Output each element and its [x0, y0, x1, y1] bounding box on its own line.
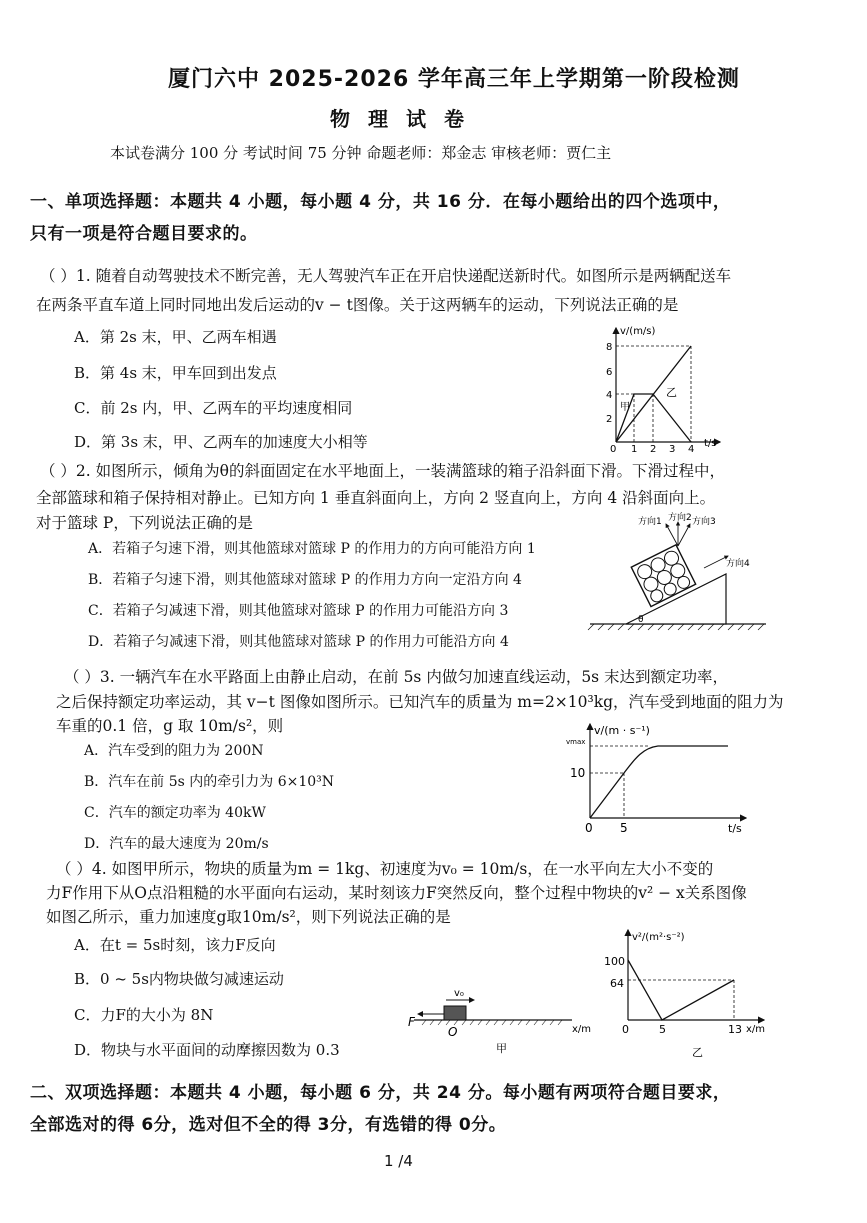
- q2-option-a: A．若箱子匀速下滑，则其他篮球对篮球 P 的作用力的方向可能沿方向 1: [88, 541, 536, 557]
- q4-yi-xlabel: x/m: [746, 1024, 766, 1035]
- q1-option-d: D．第 3s 末，甲、乙两车的加速度大小相等: [74, 433, 368, 451]
- q2-theta: θ: [638, 615, 644, 625]
- q4-option-b: B．0 ~ 5s内物块做匀减速运动: [74, 970, 284, 988]
- section2-title-line2: 全部选对的得 6分，选对但不全的得 3分，有选错的得 0分。: [30, 1115, 507, 1135]
- q3-ylabel: v/(m · s⁻¹): [594, 724, 650, 737]
- page-number: 1 /4: [384, 1152, 413, 1170]
- q4-jia-xlabel: x/m: [572, 1024, 592, 1035]
- q3-option-a: A．汽车受到的阻力为 200N: [84, 743, 264, 759]
- q4-F-label: F: [408, 1015, 415, 1029]
- section2-title-line1: 二、双项选择题：本题共 4 小题，每小题 6 分，共 24 分。每小题有两项符合题目要求，: [30, 1083, 731, 1103]
- page-title: 厦门六中 2025-2026 学年高三年上学期第一阶段检测: [168, 67, 740, 92]
- q1-option-a: A．第 2s 末，甲、乙两车相遇: [74, 328, 277, 346]
- q3-option-c: C．汽车的额定功率为 40kW: [84, 805, 266, 821]
- q3-stem-line1: （ ）3. 一辆汽车在水平路面上由静止启动，在前 5s 内做匀加速直线运动，5s 末达到额定功率，: [64, 668, 729, 686]
- q4-yi-x5: 5: [659, 1023, 666, 1036]
- q4-yi-x0: 0: [622, 1023, 629, 1036]
- q1-ytick-6: 6: [606, 367, 613, 378]
- q2-option-d: D．若箱子匀减速下滑，则其他篮球对篮球 P 的作用力可能沿方向 4: [88, 634, 509, 650]
- q1-label-yi: 乙: [666, 386, 677, 399]
- q2-option-c: C．若箱子匀减速下滑，则其他篮球对篮球 P 的作用力可能沿方向 3: [88, 603, 509, 619]
- q1-xlabel: t/s: [704, 438, 717, 449]
- page-subtitle: 物理试卷: [330, 107, 482, 131]
- q1-stem-line2: 在两条平直车道上同时同地出发后运动的v − t图像。关于这两辆车的运动，下列说法正确的是: [36, 296, 679, 314]
- q1-ytick-2: 2: [606, 414, 613, 425]
- q1-ylabel: v/(m/s): [620, 326, 656, 337]
- q4-v0-label: v₀: [454, 988, 464, 999]
- q2-option-b: B．若箱子匀速下滑，则其他篮球对篮球 P 的作用力方向一定沿方向 4: [88, 572, 522, 588]
- q3-xtick-0: 0: [585, 821, 593, 835]
- q3-vt-graph: [560, 720, 760, 838]
- q3-vt-curve: [590, 746, 728, 818]
- section1-title-line1: 一、单项选择题：本题共 4 小题，每小题 4 分，共 16 分．在每小题给出的四个选项中，: [30, 192, 731, 212]
- q2-dir1-label: 方向1: [638, 517, 662, 527]
- q1-xtick-3: 3: [669, 444, 676, 454]
- q4-yi-ylabel: v²/(m²·s⁻²): [632, 932, 685, 943]
- q1-ytick-4: 4: [606, 390, 613, 401]
- q3-xtick-5: 5: [620, 821, 628, 835]
- q4-option-c: C．力F的大小为 8N: [74, 1006, 214, 1024]
- q4-yi-caption: 乙: [692, 1046, 703, 1059]
- q3-option-d: D．汽车的最大速度为 20m/s: [84, 836, 269, 852]
- q2-incline-figure: [586, 510, 776, 636]
- q1-xtick-2: 2: [650, 444, 657, 454]
- q2-dir4-label: 方向4: [726, 559, 750, 569]
- q1-option-b: B．第 4s 末，甲车回到出发点: [74, 364, 277, 382]
- q1-label-jia: 甲: [620, 402, 630, 413]
- q3-ytick-10: 10: [570, 766, 586, 780]
- q3-vmax: vmax: [566, 738, 586, 746]
- q4-stem-line2: 力F作用下从O点沿粗糙的水平面向右运动，某时刻该力F突然反向，整个过程中物块的v² − x关系图像: [46, 884, 747, 902]
- q4-yi-y100: 100: [604, 955, 625, 968]
- q2-dir3-label: 方向3: [692, 517, 716, 527]
- q4-O-label: O: [448, 1025, 458, 1039]
- q4-yi-x13: 13: [728, 1023, 742, 1036]
- q3-option-b: B．汽车在前 5s 内的牵引力为 6×10³N: [84, 774, 335, 790]
- q3-stem-line2: 之后保持额定功率运动，其 v−t 图像如图所示。已知汽车的质量为 m=2×10³kg，汽车受到地面的阻力为: [56, 693, 784, 711]
- q4-option-d: D．物块与水平面间的动摩擦因数为 0.3: [74, 1041, 340, 1059]
- q4-yi-y64: 64: [610, 977, 624, 990]
- q1-vt-graph: [590, 322, 730, 454]
- q1-stem-line1: （ ）1. 随着自动驾驶技术不断完善，无人驾驶汽车正在开启快递配送新时代。如图所示是两辆配送车: [40, 267, 732, 285]
- q3-stem-line3: 车重的0.1 倍，g 取 10m/s²，则: [56, 717, 284, 735]
- q2-stem-line2: 全部篮球和箱子保持相对静止。已知方向 1 垂直斜面向上，方向 2 竖直向上，方向 4 沿斜面向上。: [36, 489, 716, 507]
- q3-xlabel: t/s: [728, 822, 742, 835]
- q1-xtick-0: 0: [610, 444, 617, 454]
- q4-option-a: A．在t = 5s时刻，该力F反向: [74, 936, 276, 954]
- q1-xtick-4: 4: [688, 444, 695, 454]
- q4-block: [444, 1006, 466, 1020]
- q4-fig-jia: [404, 984, 604, 1056]
- q1-ytick-8: 8: [606, 342, 613, 353]
- q2-dir2-label: 方向2: [668, 513, 692, 523]
- q1-xtick-1: 1: [631, 444, 638, 454]
- q4-stem-line1: （ ）4. 如图甲所示，物块的质量为m = 1kg、初速度为v₀ = 10m/s，在一水平向左大小不变的: [56, 860, 714, 878]
- q1-option-c: C．前 2s 内，甲、乙两车的平均速度相同: [74, 399, 353, 417]
- q2-stem-line1: （ ）2. 如图所示，倾角为θ的斜面固定在水平地面上，一装满篮球的箱子沿斜面下滑。下滑过程中，: [40, 462, 725, 480]
- q4-stem-line3: 如图乙所示，重力加速度g取10m/s²，则下列说法正确的是: [46, 908, 451, 926]
- q4-jia-caption: 甲: [496, 1042, 507, 1055]
- q2-stem-line3: 对于篮球 P，下列说法正确的是: [36, 514, 253, 532]
- section1-title-line2: 只有一项是符合题目要求的。: [30, 224, 258, 244]
- exam-meta: 本试卷满分 100 分 考试时间 75 分钟 命题老师：郑金志 审核老师：贾仁主: [110, 144, 612, 162]
- q4-fig-yi: [600, 926, 776, 1062]
- q4-yi-curve: [628, 960, 734, 1020]
